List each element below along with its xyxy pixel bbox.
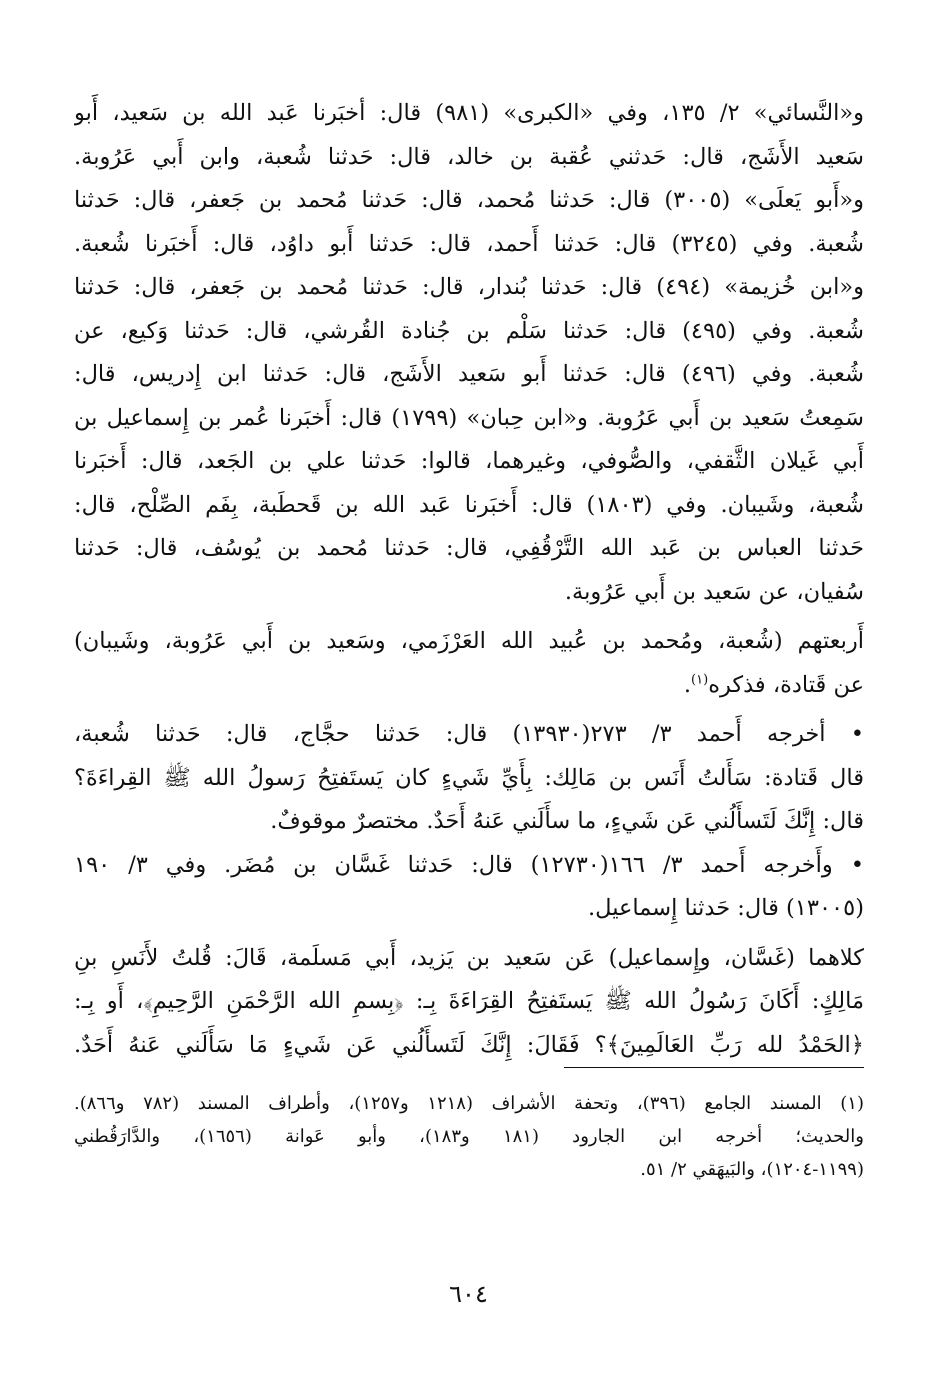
text-line: سَمِعتُ سَعيد بن أَبي عَرُوبة. و«ابن حِبان» (١٧٩٩) قال: أَخبَرنا عُمر بن إِسماعيل بن bbox=[74, 404, 864, 431]
footnote-reference: (١) bbox=[691, 672, 709, 687]
paragraph-four-narrators bbox=[74, 620, 864, 707]
text-line: سَعيد الأَشَج، قال: حَدثني عُقبة بن خالد، قال: حَدثنا شُعبة، وابن أَبي عَرُوبة. bbox=[74, 143, 864, 170]
footnotes bbox=[74, 1087, 864, 1186]
text-line: • وأَخرجه أَحمد ٣/ ١٦٦(١٢٧٣٠) قال: حَدثنا غَسَّان بن مُضَر. وفي ٣/ ١٩٠ bbox=[74, 851, 864, 878]
footnote-divider bbox=[564, 1067, 864, 1068]
text-line: حَدثنا العباس بن عَبد الله التَّرْقُفِي، قال: حَدثنا مُحمد بن يُوسُف، قال: حَدثنا bbox=[74, 535, 864, 561]
text-line: و«ابن خُزيمة» (٤٩٤) قال: حَدثنا بُندار، قال: حَدثنا مُحمد بن جَعفر، قال: حَدثنا bbox=[74, 274, 864, 300]
text-line: قال: إِنَّكَ لَتَسأَلُني عَن شَيءٍ، ما سأَلَني عَنهُ أَحَدٌ. مختصرٌ موقوفٌ. bbox=[270, 808, 864, 834]
text-line: أَربعتهم (شُعبة، ومُحمد بن عُبيد الله العَرْزَمي، وسَعيد بن أَبي عَرُوبة، وشَيبان) bbox=[74, 628, 864, 654]
footnote-line: والحديث؛ أخرجه ابن الجارود (١٨١ و١٨٣)، وأبو عَوانة (١٦٥٦)، والدَّارَقُطني bbox=[74, 1126, 864, 1147]
text-line: • أخرجه أَحمد ٣/ ٢٧٣(١٣٩٣٠) قال: حَدثنا حجَّاج، قال: حَدثنا شُعبة، bbox=[74, 721, 864, 747]
paragraph-sources bbox=[74, 92, 864, 614]
paragraph-ahmad-ghassan bbox=[74, 844, 864, 931]
page-body bbox=[74, 92, 864, 1186]
text-line: سُفيان، عن سَعيد بن أَبي عَرُوبة. bbox=[564, 578, 864, 605]
text-line: قال قَتادة: سَأَلتُ أَنَس بن مَالِك: بِأَيِّ شَيءٍ كان يَستَفتِحُ رَسولُ الله ﷺ القِراءَةَ؟ bbox=[74, 764, 864, 791]
text-line: شُعبة. وفي (٤٩٦) قال: حَدثنا أَبو سَعيد الأَشَج، قال: حَدثنا ابن إِدريس، قال: bbox=[74, 361, 864, 387]
text-fragment: عن قَتادة، فذكره bbox=[708, 671, 864, 698]
text-fragment: . bbox=[683, 671, 692, 698]
text-line: مَالِكٍ: أَكَانَ رَسُولُ الله ﷺ يَستَفتِحُ القِرَاءَةَ بِـ: ﴿بِسمِ الله الرَّحْمَنِ الرَّحِيمِ﴾، أَو بِـ: bbox=[74, 988, 864, 1014]
footnote-line: (١١٩٩-١٢٠٤)، والبَيهَقي ٢/ ٥١. bbox=[640, 1159, 864, 1180]
page-number: ٦٠٤ bbox=[449, 1280, 488, 1308]
text-line: شُعبة، وشَيبان. وفي (١٨٠٣) قال: أَخبَرنا عَبد الله بن قَحطَبة، بِفَم الصِّلْح، قال: bbox=[74, 491, 864, 518]
text-line: و«أَبو يَعلَى» (٣٠٠٥) قال: حَدثنا مُحمد، قال: حَدثنا مُحمد بن جَعفر، قال: حَدثنا bbox=[74, 187, 864, 213]
paragraph-ahmad-hajjaj bbox=[74, 713, 864, 844]
text-line: كلاهما (غَسَّان، وإِسماعيل) عَن سَعيد بن يَزيد، أَبي مَسلَمة، قَالَ: قُلتُ لأَنَسِ بنِ bbox=[74, 944, 864, 971]
text-line: أَبي غَيلان الثَّقفي، والصُّوفي، وغيرهما، قالوا: حَدثنا علي بن الجَعد، قال: أَخبَرنا bbox=[74, 448, 864, 474]
text-line: شُعبة. وفي (٤٩٥) قال: حَدثنا سَلْم بن جُنادة القُرشي، قال: حَدثنا وَكيع، عن bbox=[74, 317, 864, 344]
text-line: و«النَّسائي» ٢/ ١٣٥، وفي «الكبرى» (٩٨١) قال: أخبَرنا عَبد الله بن سَعيد، أَبو bbox=[74, 100, 864, 126]
text-line: ﴿الحَمْدُ لله رَبِّ العَالَمِينَ﴾؟ فَقَالَ: إِنَّكَ لَتَسأَلُني عَن شَيءٍ مَا سَأَلَني عَنهُ أَحَدٌ. bbox=[74, 1031, 864, 1058]
text-line: (١٣٠٠٥) قال: حَدثنا إِسماعيل. bbox=[588, 895, 864, 921]
footnote-line: (١) المسند الجامع (٣٩٦)، وتحفة الأشراف (١٢١٨ و١٢٥٧)، وأطراف المسند (٧٨٢ و٨٦٦). bbox=[74, 1093, 864, 1114]
paragraph-both-narrators bbox=[74, 937, 864, 1068]
text-line bbox=[74, 664, 864, 708]
text-line: شُعبة. وفي (٣٢٤٥) قال: حَدثنا أَحمد، قال: حَدثنا أَبو داوُد، قال: أَخبَرنا شُعبة. bbox=[74, 230, 864, 257]
